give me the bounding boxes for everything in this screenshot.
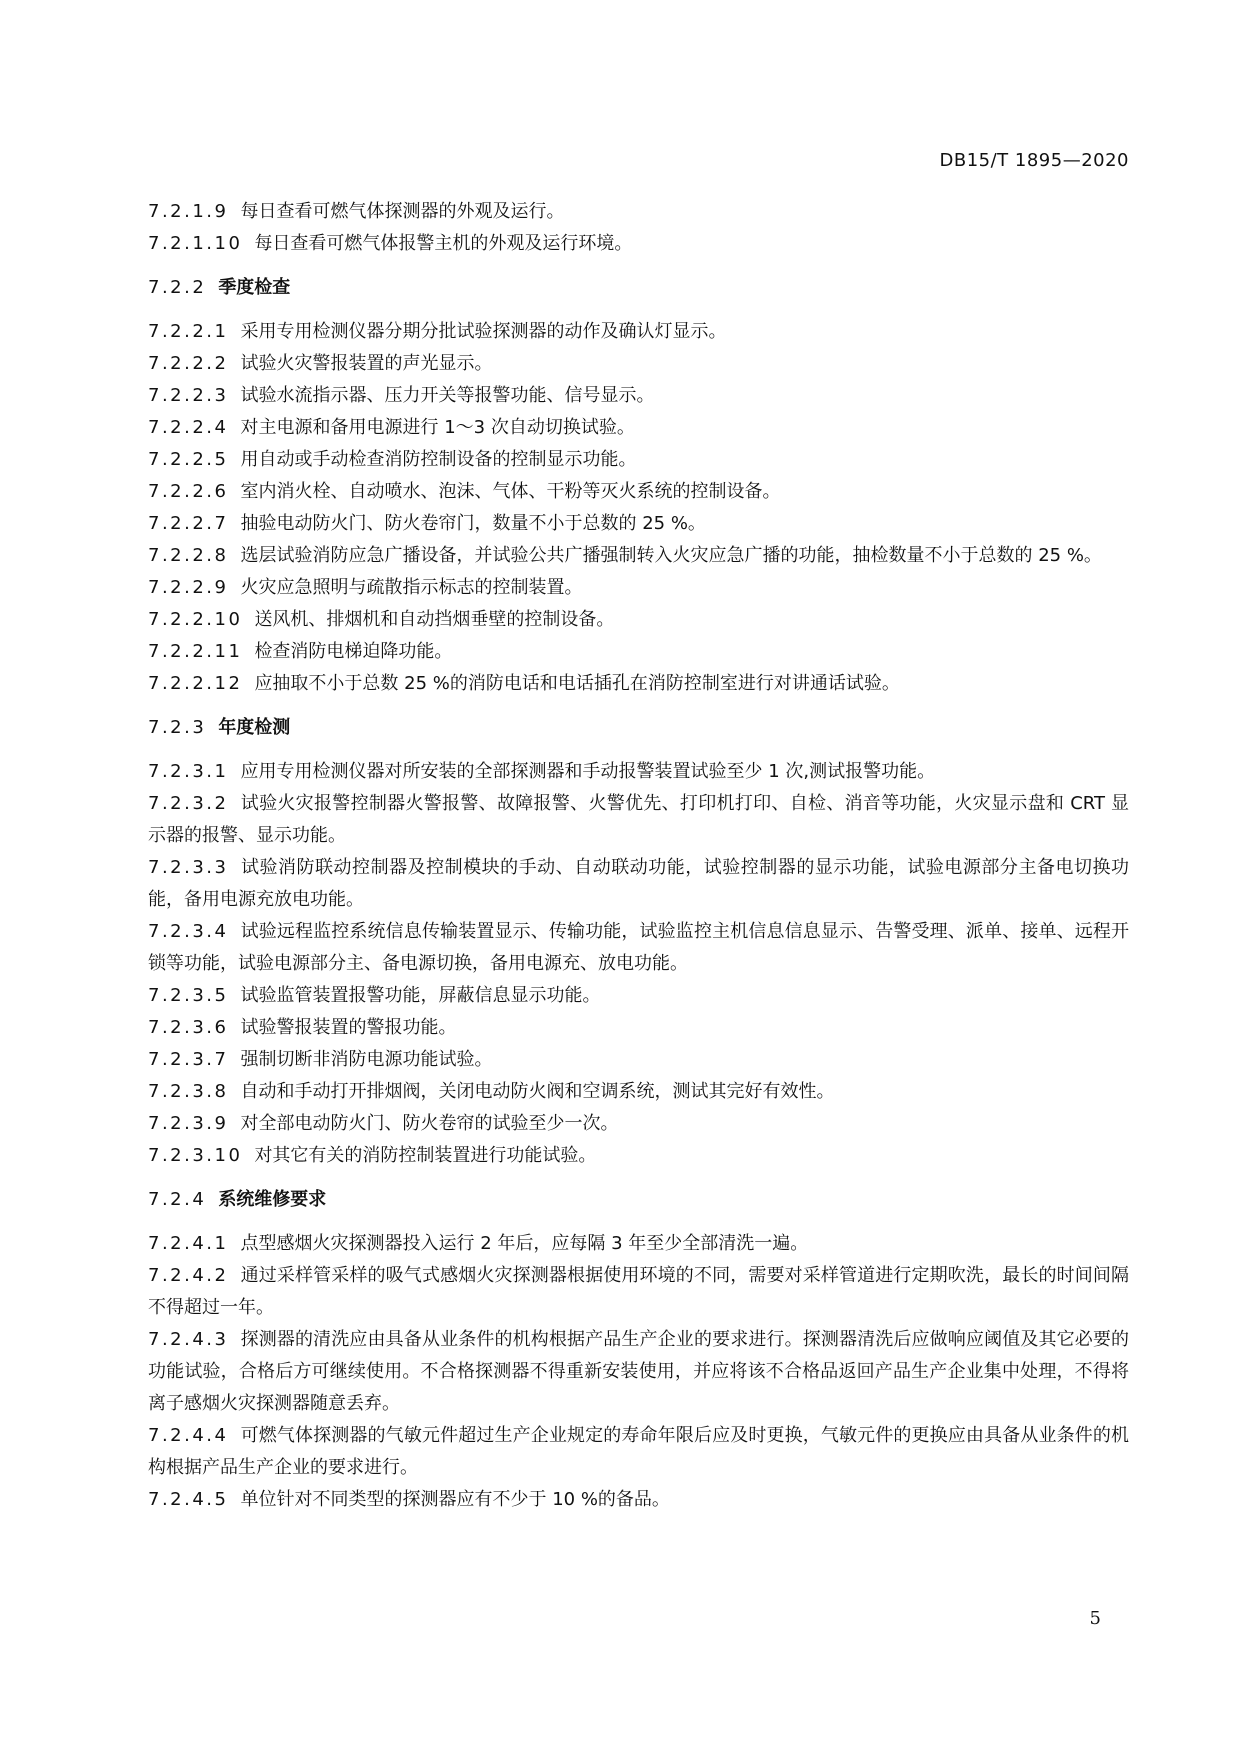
section-heading [148, 272, 1129, 304]
section-heading [148, 712, 1129, 744]
clause-number: 7.2.2.4 [148, 417, 229, 438]
clause-number: 7.2.2 [148, 277, 207, 298]
clause-text: 对其它有关的消防控制装置进行功能试验。 [254, 1145, 597, 1166]
clause-text: 选层试验消防应急广播设备，并试验公共广播强制转入火灾应急广播的功能，抽检数量不小于总数的 25 %。 [240, 545, 1102, 566]
clause-paragraph [148, 444, 1129, 476]
clause-number: 7.2.3.3 [148, 857, 229, 878]
clause-paragraph [148, 636, 1129, 668]
clause-paragraph [148, 572, 1129, 604]
clause-text: 试验消防联动控制器及控制模块的手动、自动联动功能，试验控制器的显示功能，试验电源部分主备电切换功能，备用电源充放电功能。 [148, 857, 1129, 910]
clause-paragraph [148, 788, 1129, 852]
clause-text: 通过采样管采样的吸气式感烟火灾探测器根据使用环境的不同，需要对采样管道进行定期吹洗，最长的时间间隔不得超过一年。 [148, 1265, 1129, 1318]
clause-paragraph [148, 852, 1129, 916]
clause-paragraph [148, 1012, 1129, 1044]
clause-paragraph [148, 1484, 1129, 1516]
clause-number: 7.2.3 [148, 717, 207, 738]
page-number: 5 [1089, 1608, 1101, 1629]
document-body [148, 196, 1129, 1516]
clause-text: 点型感烟火灾探测器投入运行 2 年后，应每隔 3 年至少全部清洗一遍。 [240, 1233, 809, 1254]
clause-text: 室内消火栓、自动喷水、泡沫、气体、干粉等灭火系统的控制设备。 [240, 481, 781, 502]
clause-paragraph [148, 196, 1129, 228]
clause-number: 7.2.2.9 [148, 577, 229, 598]
clause-text: 对全部电动防火门、防火卷帘的试验至少一次。 [240, 1113, 619, 1134]
clause-text: 送风机、排烟机和自动挡烟垂壁的控制设备。 [254, 609, 615, 630]
clause-number: 7.2.4.1 [148, 1233, 229, 1254]
section-heading [148, 1184, 1129, 1216]
clause-text: 抽验电动防火门、防火卷帘门，数量不小于总数的 25 %。 [240, 513, 706, 534]
clause-text: 火灾应急照明与疏散指示标志的控制装置。 [240, 577, 583, 598]
clause-paragraph [148, 380, 1129, 412]
clause-text: 应抽取不小于总数 25 %的消防电话和电话插孔在消防控制室进行对讲通话试验。 [254, 673, 900, 694]
clause-text: 采用专用检测仪器分期分批试验探测器的动作及确认灯显示。 [240, 321, 727, 342]
clause-number: 7.2.3.1 [148, 761, 229, 782]
clause-text: 对主电源和备用电源进行 1～3 次自动切换试验。 [240, 417, 635, 438]
clause-number: 7.2.3.8 [148, 1081, 229, 1102]
clause-number: 7.2.4.5 [148, 1489, 229, 1510]
clause-text: 强制切断非消防电源功能试验。 [240, 1049, 493, 1070]
clause-paragraph [148, 916, 1129, 980]
clause-number: 7.2.1.9 [148, 201, 229, 222]
clause-paragraph [148, 508, 1129, 540]
clause-paragraph [148, 1140, 1129, 1172]
clause-text: 每日查看可燃气体探测器的外观及运行。 [240, 201, 565, 222]
clause-number: 7.2.2.5 [148, 449, 229, 470]
clause-paragraph [148, 756, 1129, 788]
clause-text: 自动和手动打开排烟阀，关闭电动防火阀和空调系统，测试其完好有效性。 [240, 1081, 835, 1102]
clause-paragraph [148, 412, 1129, 444]
clause-paragraph [148, 604, 1129, 636]
clause-number: 7.2.2.8 [148, 545, 229, 566]
clause-text: 应用专用检测仪器对所安装的全部探测器和手动报警装置试验至少 1 次,测试报警功能。 [240, 761, 936, 782]
clause-number: 7.2.4 [148, 1189, 207, 1210]
clause-number: 7.2.2.1 [148, 321, 229, 342]
clause-text: 年度检测 [218, 717, 291, 738]
clause-number: 7.2.3.10 [148, 1145, 243, 1166]
clause-text: 试验水流指示器、压力开关等报警功能、信号显示。 [240, 385, 655, 406]
clause-number: 7.2.1.10 [148, 233, 243, 254]
clause-paragraph [148, 1420, 1129, 1484]
clause-paragraph [148, 1108, 1129, 1140]
clause-number: 7.2.2.10 [148, 609, 243, 630]
clause-text: 可燃气体探测器的气敏元件超过生产企业规定的寿命年限后应及时更换，气敏元件的更换应由具备从业条件的机构根据产品生产企业的要求进行。 [148, 1425, 1129, 1478]
clause-text: 单位针对不同类型的探测器应有不少于 10 %的备品。 [240, 1489, 670, 1510]
clause-number: 7.2.3.7 [148, 1049, 229, 1070]
clause-text: 试验远程监控系统信息传输装置显示、传输功能，试验监控主机信息信息显示、告警受理、派单、接单、远程开锁等功能，试验电源部分主、备电源切换，备用电源充、放电功能。 [148, 921, 1129, 974]
clause-text: 用自动或手动检查消防控制设备的控制显示功能。 [240, 449, 637, 470]
clause-number: 7.2.3.6 [148, 1017, 229, 1038]
clause-paragraph [148, 1044, 1129, 1076]
clause-paragraph [148, 980, 1129, 1012]
clause-paragraph [148, 1324, 1129, 1420]
clause-number: 7.2.2.6 [148, 481, 229, 502]
clause-number: 7.2.4.4 [148, 1425, 229, 1446]
clause-paragraph [148, 228, 1129, 260]
clause-paragraph [148, 668, 1129, 700]
clause-number: 7.2.3.2 [148, 793, 229, 814]
clause-paragraph [148, 476, 1129, 508]
clause-text: 试验火灾报警控制器火警报警、故障报警、火警优先、打印机打印、自检、消音等功能，火灾显示盘和 CRT 显示器的报警、显示功能。 [148, 793, 1129, 846]
clause-paragraph [148, 348, 1129, 380]
clause-number: 7.2.2.2 [148, 353, 229, 374]
clause-number: 7.2.2.7 [148, 513, 229, 534]
document-code: DB15/T 1895—2020 [939, 150, 1129, 171]
clause-paragraph [148, 540, 1129, 572]
clause-text: 试验火灾警报装置的声光显示。 [240, 353, 493, 374]
clause-number: 7.2.4.2 [148, 1265, 229, 1286]
clause-text: 季度检查 [218, 277, 291, 298]
clause-paragraph [148, 1076, 1129, 1108]
clause-number: 7.2.3.5 [148, 985, 229, 1006]
clause-text: 探测器的清洗应由具备从业条件的机构根据产品生产企业的要求进行。探测器清洗后应做响应阈值及其它必要的功能试验，合格后方可继续使用。不合格探测器不得重新安装使用，并应将该不合格品返回产品生产企业集中处理，不得将离子感烟火灾探测器随意丢弃。 [148, 1329, 1129, 1414]
clause-text: 试验警报装置的警报功能。 [240, 1017, 457, 1038]
clause-text: 检查消防电梯迫降功能。 [254, 641, 453, 662]
clause-text: 每日查看可燃气体报警主机的外观及运行环境。 [254, 233, 633, 254]
clause-number: 7.2.3.4 [148, 921, 229, 942]
clause-number: 7.2.2.12 [148, 673, 243, 694]
clause-number: 7.2.2.3 [148, 385, 229, 406]
clause-paragraph [148, 1228, 1129, 1260]
clause-number: 7.2.2.11 [148, 641, 243, 662]
clause-number: 7.2.3.9 [148, 1113, 229, 1134]
clause-paragraph [148, 316, 1129, 348]
clause-text: 系统维修要求 [218, 1189, 327, 1210]
clause-paragraph [148, 1260, 1129, 1324]
clause-text: 试验监管装置报警功能，屏蔽信息显示功能。 [240, 985, 601, 1006]
clause-number: 7.2.4.3 [148, 1329, 229, 1350]
